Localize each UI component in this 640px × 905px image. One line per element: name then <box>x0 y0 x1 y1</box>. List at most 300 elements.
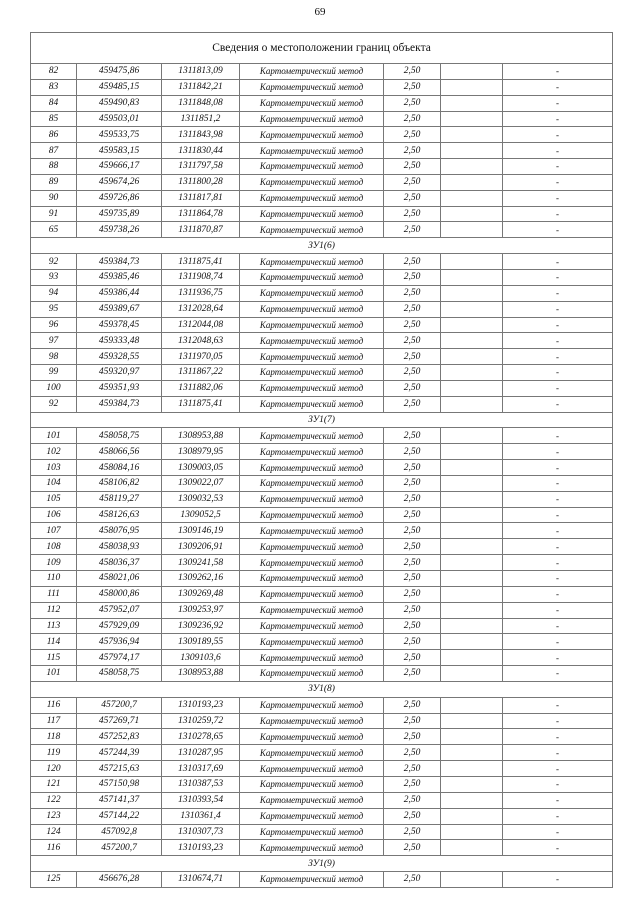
precision-cell: 2,50 <box>384 111 441 127</box>
point-number-cell: 101 <box>31 428 77 444</box>
blank-cell <box>441 222 503 238</box>
table-row <box>31 444 613 460</box>
point-number-cell: 86 <box>31 127 77 143</box>
precision-cell: 2,50 <box>384 174 441 190</box>
y-coordinate-cell: 1311936,75 <box>162 285 240 301</box>
table-row <box>31 808 613 824</box>
point-number-cell: 99 <box>31 365 77 381</box>
method-cell: Картометрический метод <box>240 713 384 729</box>
note-cell: - <box>503 475 613 491</box>
table-title-row <box>31 33 613 64</box>
note-cell: - <box>503 507 613 523</box>
y-coordinate-cell: 1309032,53 <box>162 491 240 507</box>
blank-cell <box>441 269 503 285</box>
point-number-cell: 112 <box>31 602 77 618</box>
y-coordinate-cell: 1310193,23 <box>162 840 240 856</box>
precision-cell: 2,50 <box>384 95 441 111</box>
blank-cell <box>441 111 503 127</box>
precision-cell: 2,50 <box>384 317 441 333</box>
blank-cell <box>441 523 503 539</box>
precision-cell: 2,50 <box>384 539 441 555</box>
note-cell: - <box>503 428 613 444</box>
blank-cell <box>441 365 503 381</box>
point-number-cell: 106 <box>31 507 77 523</box>
x-coordinate-cell: 458106,82 <box>77 475 162 491</box>
note-cell: - <box>503 254 613 270</box>
point-number-cell: 107 <box>31 523 77 539</box>
x-coordinate-cell: 459389,67 <box>77 301 162 317</box>
x-coordinate-cell: 457200,7 <box>77 840 162 856</box>
precision-cell: 2,50 <box>384 523 441 539</box>
note-cell: - <box>503 190 613 206</box>
y-coordinate-cell: 1312044,08 <box>162 317 240 333</box>
note-cell: - <box>503 159 613 175</box>
precision-cell: 2,50 <box>384 507 441 523</box>
precision-cell: 2,50 <box>384 127 441 143</box>
table-row <box>31 539 613 555</box>
y-coordinate-cell: 1311800,28 <box>162 174 240 190</box>
precision-cell: 2,50 <box>384 285 441 301</box>
x-coordinate-cell: 458076,95 <box>77 523 162 539</box>
note-cell: - <box>503 571 613 587</box>
precision-cell: 2,50 <box>384 776 441 792</box>
x-coordinate-cell: 458084,16 <box>77 460 162 476</box>
x-coordinate-cell: 459386,44 <box>77 285 162 301</box>
y-coordinate-cell: 1311830,44 <box>162 143 240 159</box>
blank-cell <box>441 333 503 349</box>
precision-cell: 2,50 <box>384 333 441 349</box>
y-coordinate-cell: 1309236,92 <box>162 618 240 634</box>
method-cell: Картометрический метод <box>240 111 384 127</box>
blank-cell <box>441 776 503 792</box>
method-cell: Картометрический метод <box>240 174 384 190</box>
table-row <box>31 222 613 238</box>
precision-cell: 2,50 <box>384 143 441 159</box>
point-number-cell: 122 <box>31 792 77 808</box>
note-cell: - <box>503 64 613 80</box>
y-coordinate-cell: 1310287,95 <box>162 745 240 761</box>
x-coordinate-cell: 457269,71 <box>77 713 162 729</box>
note-cell: - <box>503 143 613 159</box>
precision-cell: 2,50 <box>384 428 441 444</box>
method-cell: Картометрический метод <box>240 444 384 460</box>
y-coordinate-cell: 1311851,2 <box>162 111 240 127</box>
blank-cell <box>441 349 503 365</box>
x-coordinate-cell: 458126,63 <box>77 507 162 523</box>
precision-cell: 2,50 <box>384 792 441 808</box>
point-number-cell: 124 <box>31 824 77 840</box>
method-cell: Картометрический метод <box>240 365 384 381</box>
method-cell: Картометрический метод <box>240 206 384 222</box>
blank-cell <box>441 79 503 95</box>
table-row <box>31 301 613 317</box>
blank-cell <box>441 792 503 808</box>
method-cell: Картометрический метод <box>240 333 384 349</box>
point-number-cell: 93 <box>31 269 77 285</box>
note-cell: - <box>503 396 613 412</box>
x-coordinate-cell: 457092,8 <box>77 824 162 840</box>
precision-cell: 2,50 <box>384 269 441 285</box>
point-number-cell: 117 <box>31 713 77 729</box>
note-cell: - <box>503 301 613 317</box>
method-cell: Картометрический метод <box>240 602 384 618</box>
precision-cell: 2,50 <box>384 666 441 682</box>
method-cell: Картометрический метод <box>240 507 384 523</box>
table-row <box>31 317 613 333</box>
point-number-cell: 89 <box>31 174 77 190</box>
table-row <box>31 365 613 381</box>
x-coordinate-cell: 459384,73 <box>77 254 162 270</box>
section-label: ЗУ1(7) <box>31 412 613 428</box>
note-cell: - <box>503 460 613 476</box>
precision-cell: 2,50 <box>384 697 441 713</box>
y-coordinate-cell: 1309052,5 <box>162 507 240 523</box>
blank-cell <box>441 697 503 713</box>
x-coordinate-cell: 458036,37 <box>77 555 162 571</box>
blank-cell <box>441 460 503 476</box>
blank-cell <box>441 428 503 444</box>
point-number-cell: 97 <box>31 333 77 349</box>
point-number-cell: 92 <box>31 254 77 270</box>
table-row <box>31 95 613 111</box>
point-number-cell: 96 <box>31 317 77 333</box>
table-row <box>31 555 613 571</box>
point-number-cell: 125 <box>31 872 77 888</box>
y-coordinate-cell: 1311970,05 <box>162 349 240 365</box>
precision-cell: 2,50 <box>384 824 441 840</box>
y-coordinate-cell: 1311864,78 <box>162 206 240 222</box>
x-coordinate-cell: 459385,46 <box>77 269 162 285</box>
x-coordinate-cell: 457144,22 <box>77 808 162 824</box>
method-cell: Картометрический метод <box>240 380 384 396</box>
note-cell: - <box>503 444 613 460</box>
note-cell: - <box>503 776 613 792</box>
table-row <box>31 190 613 206</box>
point-number-cell: 105 <box>31 491 77 507</box>
blank-cell <box>441 301 503 317</box>
x-coordinate-cell: 459333,48 <box>77 333 162 349</box>
blank-cell <box>441 761 503 777</box>
x-coordinate-cell: 457936,94 <box>77 634 162 650</box>
x-coordinate-cell: 457952,07 <box>77 602 162 618</box>
blank-cell <box>441 143 503 159</box>
precision-cell: 2,50 <box>384 301 441 317</box>
section-header-row <box>31 681 613 697</box>
method-cell: Картометрический метод <box>240 95 384 111</box>
method-cell: Картометрический метод <box>240 776 384 792</box>
note-cell: - <box>503 523 613 539</box>
point-number-cell: 110 <box>31 571 77 587</box>
method-cell: Картометрический метод <box>240 127 384 143</box>
blank-cell <box>441 602 503 618</box>
table-row <box>31 602 613 618</box>
y-coordinate-cell: 1309189,55 <box>162 634 240 650</box>
point-number-cell: 115 <box>31 650 77 666</box>
x-coordinate-cell: 458066,56 <box>77 444 162 460</box>
note-cell: - <box>503 380 613 396</box>
x-coordinate-cell: 459320,97 <box>77 365 162 381</box>
page-number: 69 <box>314 6 326 18</box>
table-row <box>31 523 613 539</box>
x-coordinate-cell: 457150,98 <box>77 776 162 792</box>
method-cell: Картометрический метод <box>240 79 384 95</box>
note-cell: - <box>503 79 613 95</box>
blank-cell <box>441 808 503 824</box>
blank-cell <box>441 634 503 650</box>
y-coordinate-cell: 1309253,97 <box>162 602 240 618</box>
boundary-coordinates-table <box>30 32 613 888</box>
precision-cell: 2,50 <box>384 159 441 175</box>
y-coordinate-cell: 1308953,88 <box>162 666 240 682</box>
point-number-cell: 90 <box>31 190 77 206</box>
method-cell: Картометрический метод <box>240 64 384 80</box>
precision-cell: 2,50 <box>384 349 441 365</box>
point-number-cell: 82 <box>31 64 77 80</box>
blank-cell <box>441 380 503 396</box>
point-number-cell: 103 <box>31 460 77 476</box>
table-row <box>31 333 613 349</box>
y-coordinate-cell: 1309003,05 <box>162 460 240 476</box>
table-row <box>31 666 613 682</box>
point-number-cell: 92 <box>31 396 77 412</box>
note-cell: - <box>503 333 613 349</box>
precision-cell: 2,50 <box>384 190 441 206</box>
blank-cell <box>441 317 503 333</box>
y-coordinate-cell: 1309146,19 <box>162 523 240 539</box>
y-coordinate-cell: 1309262,16 <box>162 571 240 587</box>
section-label: ЗУ1(8) <box>31 681 613 697</box>
x-coordinate-cell: 459328,55 <box>77 349 162 365</box>
method-cell: Картометрический метод <box>240 428 384 444</box>
precision-cell: 2,50 <box>384 586 441 602</box>
x-coordinate-cell: 457974,17 <box>77 650 162 666</box>
table-row <box>31 174 613 190</box>
y-coordinate-cell: 1311882,06 <box>162 380 240 396</box>
x-coordinate-cell: 457929,09 <box>77 618 162 634</box>
precision-cell: 2,50 <box>384 475 441 491</box>
method-cell: Картометрический метод <box>240 349 384 365</box>
precision-cell: 2,50 <box>384 745 441 761</box>
y-coordinate-cell: 1311817,81 <box>162 190 240 206</box>
precision-cell: 2,50 <box>384 365 441 381</box>
x-coordinate-cell: 457200,7 <box>77 697 162 713</box>
table-row <box>31 396 613 412</box>
x-coordinate-cell: 459485,15 <box>77 79 162 95</box>
table-row <box>31 380 613 396</box>
x-coordinate-cell: 459738,26 <box>77 222 162 238</box>
blank-cell <box>441 713 503 729</box>
method-cell: Картометрический метод <box>240 666 384 682</box>
note-cell: - <box>503 666 613 682</box>
table-row <box>31 792 613 808</box>
table-row <box>31 571 613 587</box>
note-cell: - <box>503 745 613 761</box>
method-cell: Картометрический метод <box>240 285 384 301</box>
table-row <box>31 776 613 792</box>
x-coordinate-cell: 457244,39 <box>77 745 162 761</box>
table-row <box>31 618 613 634</box>
x-coordinate-cell: 457215,63 <box>77 761 162 777</box>
y-coordinate-cell: 1310674,71 <box>162 872 240 888</box>
method-cell: Картометрический метод <box>240 840 384 856</box>
y-coordinate-cell: 1310278,65 <box>162 729 240 745</box>
precision-cell: 2,50 <box>384 808 441 824</box>
precision-cell: 2,50 <box>384 602 441 618</box>
x-coordinate-cell: 459726,86 <box>77 190 162 206</box>
note-cell: - <box>503 174 613 190</box>
precision-cell: 2,50 <box>384 491 441 507</box>
table-row <box>31 64 613 80</box>
point-number-cell: 65 <box>31 222 77 238</box>
y-coordinate-cell: 1312028,64 <box>162 301 240 317</box>
table-row <box>31 127 613 143</box>
note-cell: - <box>503 349 613 365</box>
x-coordinate-cell: 459384,73 <box>77 396 162 412</box>
y-coordinate-cell: 1311867,22 <box>162 365 240 381</box>
point-number-cell: 83 <box>31 79 77 95</box>
precision-cell: 2,50 <box>384 571 441 587</box>
method-cell: Картометрический метод <box>240 555 384 571</box>
precision-cell: 2,50 <box>384 79 441 95</box>
precision-cell: 2,50 <box>384 444 441 460</box>
table-row <box>31 269 613 285</box>
blank-cell <box>441 539 503 555</box>
section-header-row <box>31 238 613 254</box>
point-number-cell: 123 <box>31 808 77 824</box>
note-cell: - <box>503 269 613 285</box>
blank-cell <box>441 618 503 634</box>
blank-cell <box>441 396 503 412</box>
note-cell: - <box>503 729 613 745</box>
blank-cell <box>441 159 503 175</box>
point-number-cell: 111 <box>31 586 77 602</box>
note-cell: - <box>503 872 613 888</box>
x-coordinate-cell: 457141,37 <box>77 792 162 808</box>
y-coordinate-cell: 1311842,21 <box>162 79 240 95</box>
table-row <box>31 206 613 222</box>
table-row <box>31 761 613 777</box>
precision-cell: 2,50 <box>384 840 441 856</box>
point-number-cell: 102 <box>31 444 77 460</box>
y-coordinate-cell: 1310307,73 <box>162 824 240 840</box>
precision-cell: 2,50 <box>384 618 441 634</box>
table-row <box>31 745 613 761</box>
point-number-cell: 98 <box>31 349 77 365</box>
point-number-cell: 120 <box>31 761 77 777</box>
y-coordinate-cell: 1311875,41 <box>162 396 240 412</box>
blank-cell <box>441 840 503 856</box>
y-coordinate-cell: 1309269,48 <box>162 586 240 602</box>
table-row <box>31 475 613 491</box>
point-number-cell: 109 <box>31 555 77 571</box>
note-cell: - <box>503 317 613 333</box>
blank-cell <box>441 475 503 491</box>
method-cell: Картометрический метод <box>240 761 384 777</box>
y-coordinate-cell: 1310361,4 <box>162 808 240 824</box>
y-coordinate-cell: 1311843,98 <box>162 127 240 143</box>
precision-cell: 2,50 <box>384 872 441 888</box>
precision-cell: 2,50 <box>384 396 441 412</box>
method-cell: Картометрический метод <box>240 475 384 491</box>
x-coordinate-cell: 459475,86 <box>77 64 162 80</box>
note-cell: - <box>503 824 613 840</box>
blank-cell <box>441 64 503 80</box>
section-label: ЗУ1(9) <box>31 856 613 872</box>
precision-cell: 2,50 <box>384 761 441 777</box>
x-coordinate-cell: 459490,83 <box>77 95 162 111</box>
precision-cell: 2,50 <box>384 222 441 238</box>
method-cell: Картометрический метод <box>240 571 384 587</box>
x-coordinate-cell: 459533,75 <box>77 127 162 143</box>
table-row <box>31 729 613 745</box>
table-row <box>31 824 613 840</box>
note-cell: - <box>503 840 613 856</box>
x-coordinate-cell: 459351,93 <box>77 380 162 396</box>
note-cell: - <box>503 792 613 808</box>
blank-cell <box>441 507 503 523</box>
section-header-row <box>31 856 613 872</box>
y-coordinate-cell: 1309206,91 <box>162 539 240 555</box>
table-row <box>31 586 613 602</box>
point-number-cell: 85 <box>31 111 77 127</box>
precision-cell: 2,50 <box>384 729 441 745</box>
x-coordinate-cell: 458058,75 <box>77 666 162 682</box>
precision-cell: 2,50 <box>384 634 441 650</box>
blank-cell <box>441 745 503 761</box>
blank-cell <box>441 586 503 602</box>
blank-cell <box>441 95 503 111</box>
table-row <box>31 111 613 127</box>
x-coordinate-cell: 458000,86 <box>77 586 162 602</box>
method-cell: Картометрический метод <box>240 460 384 476</box>
x-coordinate-cell: 456676,28 <box>77 872 162 888</box>
method-cell: Картометрический метод <box>240 190 384 206</box>
point-number-cell: 121 <box>31 776 77 792</box>
x-coordinate-cell: 459674,26 <box>77 174 162 190</box>
blank-cell <box>441 127 503 143</box>
blank-cell <box>441 571 503 587</box>
method-cell: Картометрический метод <box>240 729 384 745</box>
method-cell: Картометрический метод <box>240 586 384 602</box>
point-number-cell: 104 <box>31 475 77 491</box>
method-cell: Картометрический метод <box>240 697 384 713</box>
blank-cell <box>441 650 503 666</box>
precision-cell: 2,50 <box>384 460 441 476</box>
y-coordinate-cell: 1311870,87 <box>162 222 240 238</box>
x-coordinate-cell: 458038,93 <box>77 539 162 555</box>
x-coordinate-cell: 459735,89 <box>77 206 162 222</box>
note-cell: - <box>503 808 613 824</box>
method-cell: Картометрический метод <box>240 808 384 824</box>
point-number-cell: 119 <box>31 745 77 761</box>
note-cell: - <box>503 697 613 713</box>
precision-cell: 2,50 <box>384 650 441 666</box>
y-coordinate-cell: 1311848,08 <box>162 95 240 111</box>
point-number-cell: 95 <box>31 301 77 317</box>
x-coordinate-cell: 458119,27 <box>77 491 162 507</box>
y-coordinate-cell: 1311813,09 <box>162 64 240 80</box>
y-coordinate-cell: 1310259,72 <box>162 713 240 729</box>
table-row <box>31 872 613 888</box>
blank-cell <box>441 491 503 507</box>
x-coordinate-cell: 458058,75 <box>77 428 162 444</box>
method-cell: Картометрический метод <box>240 222 384 238</box>
table-row <box>31 697 613 713</box>
note-cell: - <box>503 127 613 143</box>
method-cell: Картометрический метод <box>240 650 384 666</box>
note-cell: - <box>503 650 613 666</box>
table-row <box>31 507 613 523</box>
